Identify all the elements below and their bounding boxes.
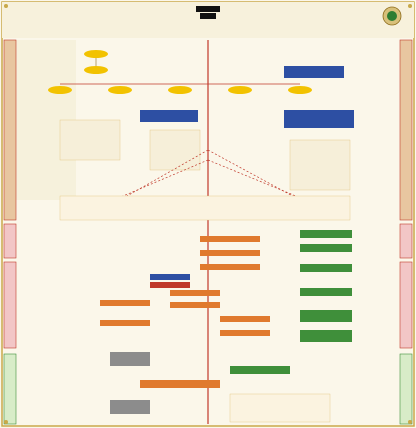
- orange-box-5: [170, 302, 220, 308]
- orange-box-2: [200, 250, 260, 256]
- explanation-box: [60, 196, 350, 220]
- node-adam: [84, 50, 108, 58]
- node-idris: [84, 66, 108, 74]
- era-band-right-later: [400, 354, 412, 424]
- era-band-left-abbasid: [4, 262, 16, 348]
- red-box-mid: [150, 282, 190, 288]
- bottom-list: [230, 394, 330, 422]
- orange-box-6: [220, 316, 270, 322]
- list-block-center: [150, 130, 200, 170]
- grey-box-1: [110, 352, 150, 366]
- green-box-6: [300, 330, 352, 342]
- kuwait-emblem-icon: [383, 7, 401, 25]
- era-band-right-top: [400, 40, 412, 220]
- info-box-blue-2: [284, 110, 354, 128]
- orange-box-1: [200, 236, 260, 242]
- node-branch-3: [168, 86, 192, 94]
- era-band-left-umayyad: [4, 224, 16, 258]
- green-box-4: [300, 288, 352, 296]
- orange-box-4: [170, 290, 220, 296]
- blue-box-mid: [150, 274, 190, 280]
- orange-box-8: [100, 300, 150, 306]
- node-branch-2: [108, 86, 132, 94]
- list-block-left: [60, 120, 120, 160]
- orange-box-3: [200, 264, 260, 270]
- grey-box-2: [110, 400, 150, 414]
- era-band-left-top: [4, 40, 16, 220]
- node-branch-1: [48, 86, 72, 94]
- green-box-2: [300, 244, 352, 252]
- green-box-5: [300, 310, 352, 322]
- era-band-left-later: [4, 354, 16, 424]
- info-box-blue-1: [284, 66, 344, 78]
- list-block-right: [290, 140, 350, 190]
- green-box-3: [300, 264, 352, 272]
- node-branch-5: [288, 86, 312, 94]
- orange-box-10: [140, 380, 220, 388]
- orange-box-9: [100, 320, 150, 326]
- era-band-right-abbasid: [400, 262, 412, 348]
- node-branch-4: [228, 86, 252, 94]
- info-box-blue-3: [140, 110, 198, 122]
- green-box-1: [300, 230, 352, 238]
- header: [2, 2, 414, 38]
- era-band-right-umayyad: [400, 224, 412, 258]
- orange-box-7: [220, 330, 270, 336]
- green-box-7: [230, 366, 290, 374]
